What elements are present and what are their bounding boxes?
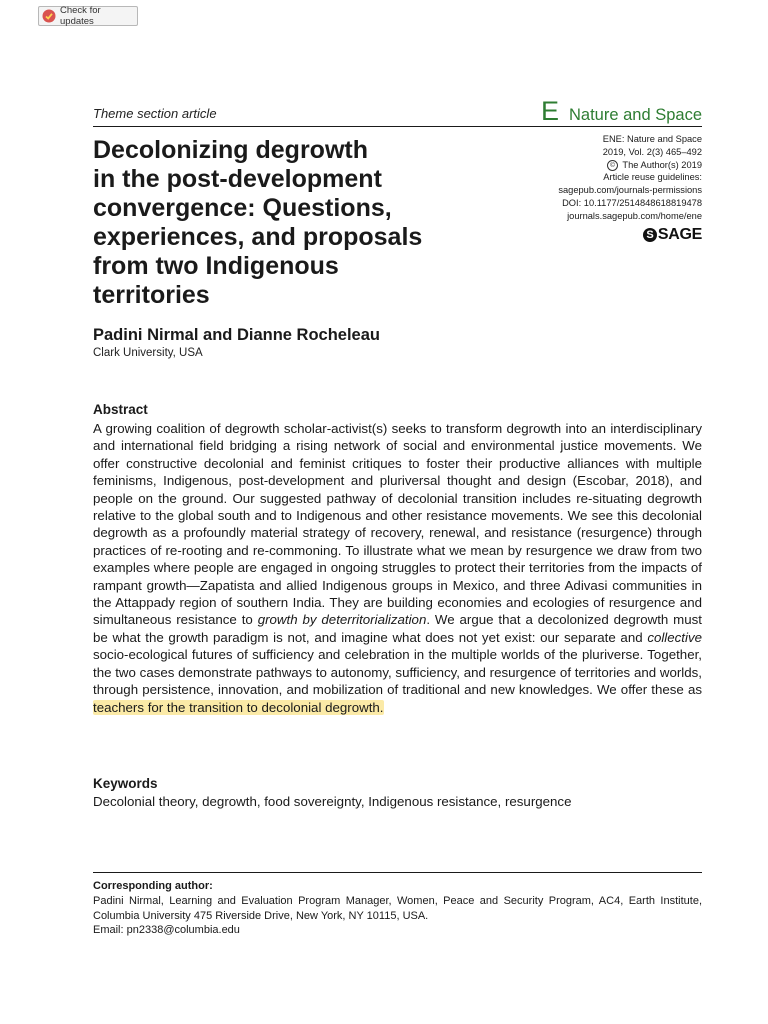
abstract-heading: Abstract bbox=[93, 402, 148, 417]
abstract-text bbox=[93, 420, 702, 716]
title-line: experiences, and proposals bbox=[93, 223, 423, 251]
corresponding-address: Padini Nirmal, Learning and Evaluation Program Manager, Women, Peace and Security Program, AC4, Earth Institute, Columbia University 475 Riverside Drive, New York, NY 10115, USA. bbox=[93, 895, 702, 922]
check-for-updates-button[interactable] bbox=[38, 6, 138, 26]
abstract-part: A growing coalition of degrowth scholar-activist(s) seeks to transform degrowth into an interdisciplinary and international field bridging a rising network of social and environmental justice movements. We offer constructive decolonial and feminist critiques to foster their productive alliances with multiple feminisms, Indigenous, post-development and pluriversal thought and design (Escobar, 2018), and people on the ground. Our suggested pathway of decolonial transition includes re-situating degrowth relative to the global south and to Indigenous and other resistance movements. We see this decolonial degrowth as a profoundly material strategy of recovery, renewal, and resistance (resurgence) through practices of re-rooting and re-commoning. To illustrate what we mean by resurgence we draw from two examples where people are engaged in ongoing struggles to protect their territories from the impacts of rampant growth—Zapatista and allied Indigenous groups in Mexico, and three Adivasi communities in the Attappady region of southern India. They are building economies and ecologies of resurgence and simultaneous resistance to bbox=[93, 421, 702, 628]
affiliation: Clark University, USA bbox=[93, 347, 203, 359]
keywords-list: Decolonial theory, degrowth, food sovereignty, Indigenous resistance, resurgence bbox=[93, 794, 572, 809]
journal-initial: E bbox=[540, 96, 559, 126]
volume-line: 2019, Vol. 2(3) 465–492 bbox=[602, 146, 702, 157]
corresponding-email[interactable]: Email: pn2338@columbia.edu bbox=[93, 924, 240, 937]
copyright-line bbox=[558, 159, 702, 172]
abstract-italic: growth by deterritorialization bbox=[257, 612, 427, 628]
header-divider bbox=[93, 126, 702, 127]
journal-line: ENE: Nature and Space bbox=[602, 134, 702, 144]
section-label: Theme section article bbox=[93, 106, 217, 121]
abstract-part: . We argue that a decolonized degrowth must be what the growth paradigm is not, and imagine what does not yet exist: our separate and bbox=[93, 612, 702, 645]
corresponding-author-details bbox=[93, 894, 702, 938]
check-update-badge-icon bbox=[42, 9, 56, 23]
title-line: from two Indigenous bbox=[93, 252, 339, 280]
abstract-part: socio-ecological futures of sufficiency and celebration in the multiple worlds of the pluriverse. Together, the two cases demonstrate pathways to autonomy, sufficiency, and resurgence of territories and worlds, through persistence, innovation, and mobilization of traditional and new knowledges. We offer these as bbox=[93, 647, 702, 698]
copyright-icon: © bbox=[607, 160, 618, 171]
article-title bbox=[93, 136, 473, 310]
footer-divider bbox=[93, 872, 702, 873]
check-for-updates-label: Check for updates bbox=[60, 5, 101, 27]
title-line: convergence: Questions, bbox=[93, 194, 392, 222]
reuse-link[interactable]: sagepub.com/journals-permissions bbox=[558, 185, 702, 196]
publisher-name: SAGE bbox=[657, 226, 702, 243]
corresponding-author-heading: Corresponding author: bbox=[93, 880, 213, 892]
journal-home-link[interactable]: journals.sagepub.com/home/ene bbox=[567, 210, 702, 221]
doi-link[interactable]: DOI: 10.1177/2514848618819478 bbox=[562, 197, 702, 208]
title-line: in the post-development bbox=[93, 165, 382, 193]
reuse-label: Article reuse guidelines: bbox=[603, 172, 702, 183]
sage-logo bbox=[643, 226, 702, 244]
journal-metadata bbox=[558, 133, 702, 223]
sage-mark-icon: S bbox=[643, 228, 657, 242]
keywords-heading: Keywords bbox=[93, 776, 158, 791]
copyright-text: The Author(s) 2019 bbox=[622, 159, 702, 170]
abstract-italic: collective bbox=[647, 629, 702, 645]
authors: Padini Nirmal and Dianne Rocheleau bbox=[93, 326, 380, 344]
journal-name: Nature and Space bbox=[568, 106, 702, 124]
journal-logo bbox=[541, 98, 702, 125]
title-line: Decolonizing degrowth bbox=[93, 136, 368, 164]
highlighted-text[interactable]: teachers for the transition to decolonial degrowth. bbox=[93, 699, 384, 715]
title-line: territories bbox=[93, 281, 210, 309]
